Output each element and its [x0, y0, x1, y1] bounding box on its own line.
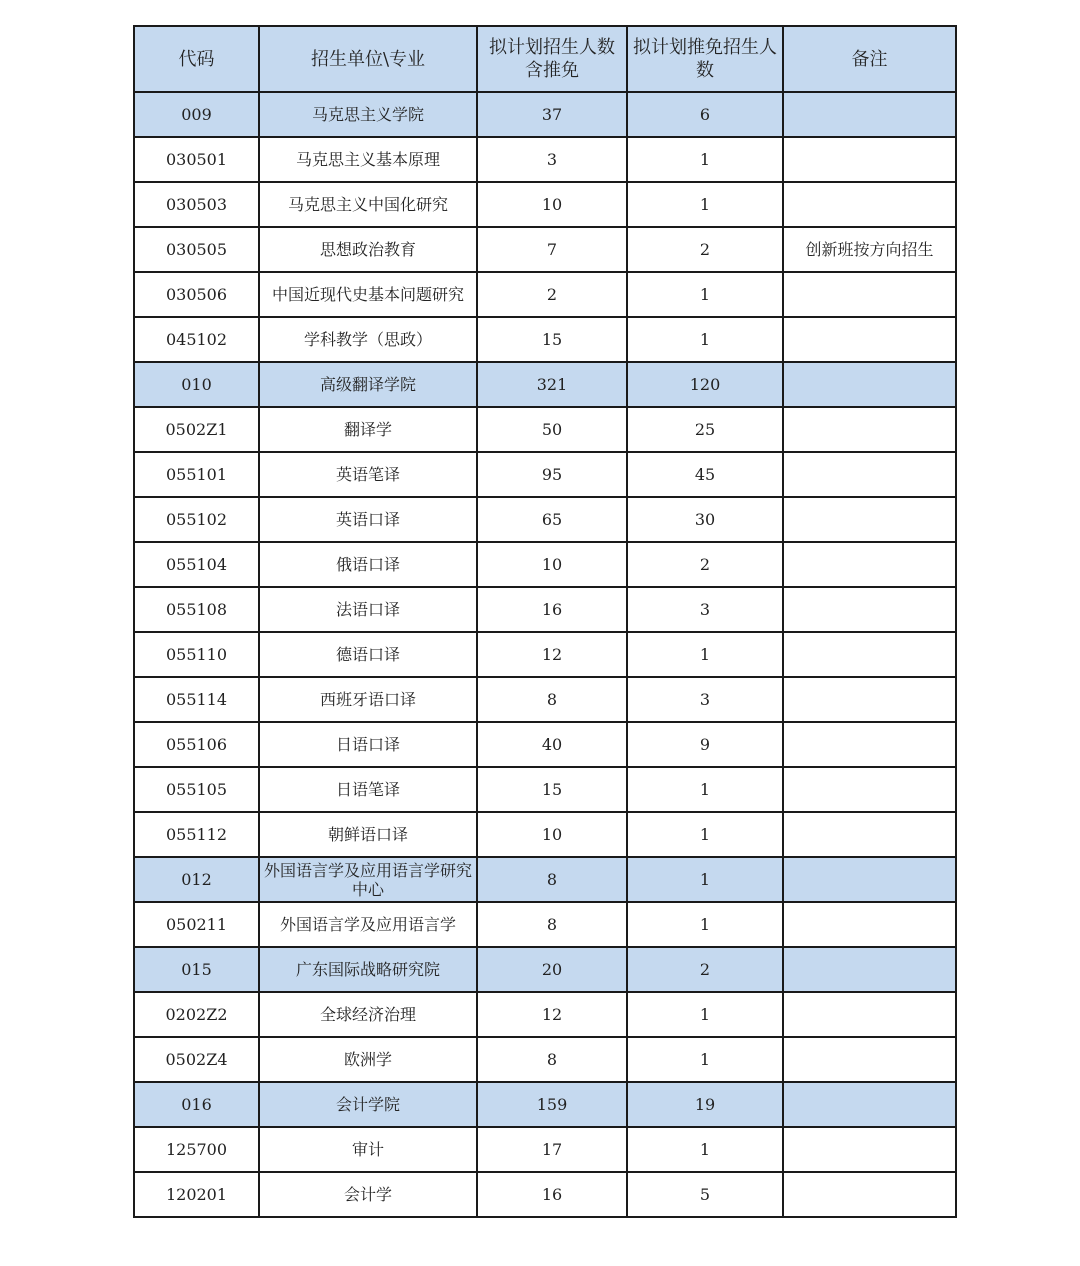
unit-row	[134, 362, 956, 407]
unit-row	[134, 1082, 956, 1127]
table-row	[134, 677, 956, 722]
cell-note	[783, 992, 956, 1037]
cell-code: 055110	[134, 632, 259, 677]
cell-exempt-count: 30	[627, 497, 783, 542]
cell-code: 015	[134, 947, 259, 992]
cell-exempt-count: 1	[627, 902, 783, 947]
cell-planned-total: 40	[477, 722, 627, 767]
unit-row	[134, 947, 956, 992]
cell-exempt-count: 25	[627, 407, 783, 452]
cell-planned-total: 159	[477, 1082, 627, 1127]
header-planned-total: 拟计划招生人数含推免	[477, 26, 627, 92]
cell-note	[783, 407, 956, 452]
cell-exempt-count: 6	[627, 92, 783, 137]
cell-unit-major: 法语口译	[259, 587, 477, 632]
cell-code: 0202Z2	[134, 992, 259, 1037]
cell-note	[783, 1082, 956, 1127]
cell-code: 0502Z4	[134, 1037, 259, 1082]
cell-note	[783, 182, 956, 227]
table-row	[134, 767, 956, 812]
table-row	[134, 542, 956, 587]
table-row	[134, 722, 956, 767]
cell-exempt-count: 45	[627, 452, 783, 497]
cell-unit-major: 西班牙语口译	[259, 677, 477, 722]
cell-code: 012	[134, 857, 259, 902]
cell-code: 009	[134, 92, 259, 137]
cell-note	[783, 632, 956, 677]
table-row	[134, 317, 956, 362]
cell-exempt-count: 1	[627, 767, 783, 812]
table-row	[134, 137, 956, 182]
cell-planned-total: 17	[477, 1127, 627, 1172]
cell-note	[783, 587, 956, 632]
cell-planned-total: 8	[477, 677, 627, 722]
cell-exempt-count: 2	[627, 947, 783, 992]
unit-row	[134, 92, 956, 137]
cell-code: 030503	[134, 182, 259, 227]
cell-unit-major: 日语口译	[259, 722, 477, 767]
cell-unit-major: 欧洲学	[259, 1037, 477, 1082]
cell-unit-major: 会计学院	[259, 1082, 477, 1127]
cell-planned-total: 10	[477, 812, 627, 857]
cell-unit-major: 思想政治教育	[259, 227, 477, 272]
cell-planned-total: 15	[477, 767, 627, 812]
cell-code: 055108	[134, 587, 259, 632]
cell-note	[783, 1037, 956, 1082]
cell-exempt-count: 3	[627, 587, 783, 632]
cell-note	[783, 767, 956, 812]
cell-unit-major: 全球经济治理	[259, 992, 477, 1037]
cell-planned-total: 10	[477, 182, 627, 227]
cell-exempt-count: 5	[627, 1172, 783, 1217]
header-row	[134, 26, 956, 92]
cell-planned-total: 16	[477, 587, 627, 632]
header-unit-major: 招生单位\专业	[259, 26, 477, 92]
cell-planned-total: 65	[477, 497, 627, 542]
cell-code: 055114	[134, 677, 259, 722]
header-code: 代码	[134, 26, 259, 92]
cell-unit-major: 审计	[259, 1127, 477, 1172]
cell-exempt-count: 1	[627, 812, 783, 857]
cell-exempt-count: 2	[627, 227, 783, 272]
cell-exempt-count: 1	[627, 632, 783, 677]
table-row	[134, 812, 956, 857]
cell-unit-major: 朝鲜语口译	[259, 812, 477, 857]
cell-planned-total: 37	[477, 92, 627, 137]
cell-exempt-count: 1	[627, 1037, 783, 1082]
cell-code: 050211	[134, 902, 259, 947]
cell-exempt-count: 1	[627, 1127, 783, 1172]
cell-planned-total: 2	[477, 272, 627, 317]
cell-unit-major: 广东国际战略研究院	[259, 947, 477, 992]
cell-code: 055105	[134, 767, 259, 812]
cell-exempt-count: 1	[627, 992, 783, 1037]
cell-code: 120201	[134, 1172, 259, 1217]
cell-unit-major: 德语口译	[259, 632, 477, 677]
cell-note	[783, 272, 956, 317]
header-note: 备注	[783, 26, 956, 92]
cell-note	[783, 1127, 956, 1172]
cell-planned-total: 10	[477, 542, 627, 587]
table-row	[134, 452, 956, 497]
table-row	[134, 902, 956, 947]
cell-unit-major: 高级翻译学院	[259, 362, 477, 407]
header-exempt-count: 拟计划推免招生人数	[627, 26, 783, 92]
cell-note	[783, 1172, 956, 1217]
cell-note	[783, 947, 956, 992]
cell-planned-total: 12	[477, 992, 627, 1037]
cell-exempt-count: 120	[627, 362, 783, 407]
cell-exempt-count: 2	[627, 542, 783, 587]
cell-unit-major: 英语笔译	[259, 452, 477, 497]
cell-planned-total: 16	[477, 1172, 627, 1217]
cell-note	[783, 857, 956, 902]
table-row	[134, 182, 956, 227]
table-row	[134, 587, 956, 632]
cell-planned-total: 15	[477, 317, 627, 362]
cell-code: 010	[134, 362, 259, 407]
cell-code: 055104	[134, 542, 259, 587]
cell-code: 016	[134, 1082, 259, 1127]
cell-note	[783, 722, 956, 767]
cell-exempt-count: 9	[627, 722, 783, 767]
table-row	[134, 992, 956, 1037]
cell-planned-total: 12	[477, 632, 627, 677]
cell-note	[783, 362, 956, 407]
cell-note	[783, 137, 956, 182]
cell-unit-major: 外国语言学及应用语言学研究中心	[259, 857, 477, 902]
cell-planned-total: 7	[477, 227, 627, 272]
cell-unit-major: 马克思主义基本原理	[259, 137, 477, 182]
cell-planned-total: 8	[477, 902, 627, 947]
cell-planned-total: 20	[477, 947, 627, 992]
cell-note	[783, 317, 956, 362]
cell-planned-total: 8	[477, 1037, 627, 1082]
cell-unit-major: 英语口译	[259, 497, 477, 542]
table-row	[134, 227, 956, 272]
cell-unit-major: 学科教学（思政）	[259, 317, 477, 362]
table-body	[134, 92, 956, 1217]
table-row	[134, 1127, 956, 1172]
cell-planned-total: 3	[477, 137, 627, 182]
cell-unit-major: 俄语口译	[259, 542, 477, 587]
cell-exempt-count: 1	[627, 182, 783, 227]
cell-note	[783, 677, 956, 722]
cell-unit-major: 日语笔译	[259, 767, 477, 812]
cell-exempt-count: 1	[627, 272, 783, 317]
cell-note	[783, 92, 956, 137]
cell-note	[783, 812, 956, 857]
cell-exempt-count: 19	[627, 1082, 783, 1127]
cell-unit-major: 马克思主义学院	[259, 92, 477, 137]
table-row	[134, 1037, 956, 1082]
cell-note: 创新班按方向招生	[783, 227, 956, 272]
table-row	[134, 632, 956, 677]
cell-exempt-count: 3	[627, 677, 783, 722]
cell-note	[783, 542, 956, 587]
cell-planned-total: 321	[477, 362, 627, 407]
table-row	[134, 407, 956, 452]
cell-code: 030505	[134, 227, 259, 272]
cell-unit-major: 翻译学	[259, 407, 477, 452]
cell-unit-major: 会计学	[259, 1172, 477, 1217]
table-row	[134, 272, 956, 317]
cell-code: 030501	[134, 137, 259, 182]
cell-code: 055101	[134, 452, 259, 497]
cell-note	[783, 452, 956, 497]
table-row	[134, 497, 956, 542]
cell-code: 0502Z1	[134, 407, 259, 452]
cell-exempt-count: 1	[627, 317, 783, 362]
cell-exempt-count: 1	[627, 137, 783, 182]
enrollment-plan-table	[133, 25, 957, 1218]
unit-row	[134, 857, 956, 902]
cell-planned-total: 8	[477, 857, 627, 902]
cell-planned-total: 95	[477, 452, 627, 497]
cell-code: 125700	[134, 1127, 259, 1172]
cell-unit-major: 中国近现代史基本问题研究	[259, 272, 477, 317]
cell-planned-total: 50	[477, 407, 627, 452]
cell-code: 045102	[134, 317, 259, 362]
cell-note	[783, 497, 956, 542]
cell-code: 055112	[134, 812, 259, 857]
cell-code: 055106	[134, 722, 259, 767]
cell-code: 055102	[134, 497, 259, 542]
cell-unit-major: 马克思主义中国化研究	[259, 182, 477, 227]
cell-exempt-count: 1	[627, 857, 783, 902]
cell-code: 030506	[134, 272, 259, 317]
table-row	[134, 1172, 956, 1217]
cell-unit-major: 外国语言学及应用语言学	[259, 902, 477, 947]
cell-note	[783, 902, 956, 947]
